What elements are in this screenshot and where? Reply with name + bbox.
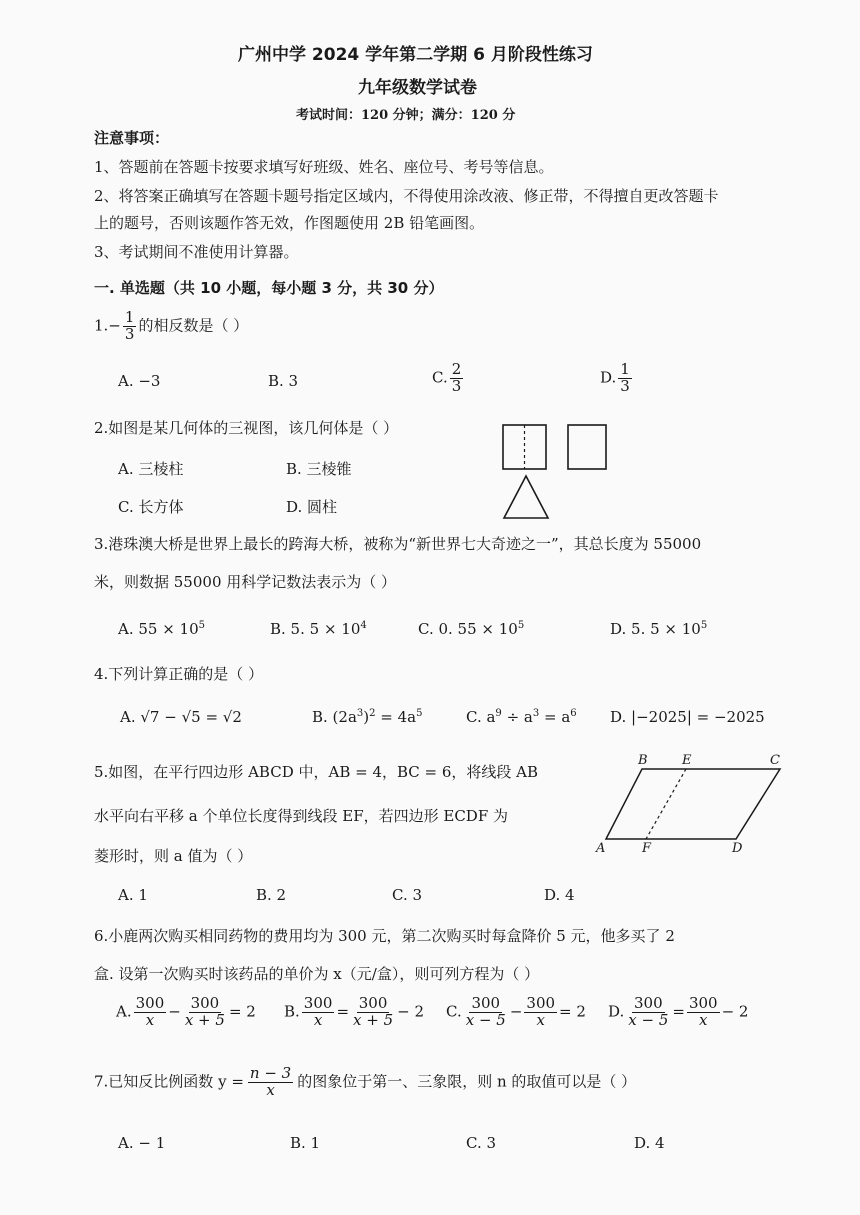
q5-option-b: B. 2 <box>256 886 287 904</box>
q6-option-d: D. $\frac{300}{x - 5}$ = $\frac{300}{x}$ − 2 <box>608 994 749 1029</box>
question-6-line2: 盒. 设第一次购买时该药品的单价为 x（元/盒），则可列方程为（ ） <box>94 965 540 983</box>
q1-option-b: B. 3 <box>268 372 299 390</box>
note-item: 上的题号，否则该题作答无效，作图题使用 2B 铅笔画图。 <box>94 214 485 232</box>
exam-info: 考试时间：120 分钟；满分：120 分 <box>296 108 516 123</box>
q6-option-b: B. $\frac{300}{x}$ = $\frac{300}{x + 5}$ − 2 <box>284 994 425 1029</box>
question-3-line1: 3.港珠澳大桥是世界上最长的跨海大桥，被称为“新世界七大奇迹之一”，其总长度为 55000 <box>94 535 702 553</box>
q7-option-c: C. 3 <box>466 1134 497 1152</box>
question-2-stem: 2.如图是某几何体的三视图，该几何体是（ ） <box>94 419 399 437</box>
question-5-line3: 菱形时，则 a 值为（ ） <box>94 847 253 865</box>
q3-option-d: D. 5. $5 \times 10^5$ <box>610 620 708 638</box>
label-c: C <box>770 753 780 768</box>
note-item: 1、答题前在答题卡按要求填写好班级、姓名、座位号、考号等信息。 <box>94 158 554 176</box>
q1-option-c: C. $\frac{2}{3}$ <box>432 360 462 395</box>
label-d: D <box>732 841 743 856</box>
question-7-stem: 7.已知反比例函数 y = $\frac{n - 3}{x}$ 的图象位于第一、三象限，则 n 的取值可以是（ ） <box>94 1064 637 1099</box>
q1-fraction: $\frac{1}{3}$ <box>124 308 135 343</box>
q2-option-a: A. 三棱柱 <box>118 460 184 478</box>
question-5-line2: 水平向右平移 a 个单位长度得到线段 EF，若四边形 ECDF 为 <box>94 807 509 825</box>
q3-option-b: B. 5. $5 \times 10^4$ <box>270 620 367 638</box>
q7-option-d: D. 4 <box>634 1134 665 1152</box>
q1-stem-text: 的相反数是（ ） <box>138 316 249 335</box>
q6-option-a: A. $\frac{300}{x}$ − $\frac{300}{x + 5}$ = 2 <box>116 994 256 1029</box>
question-5-line1: 5.如图，在平行四边形 ABCD 中，AB = 4，BC = 6，将线段 AB <box>94 763 539 781</box>
question-6-line1: 6.小鹿两次购买相同药物的费用均为 300 元，第二次购买时每盒降价 5 元，他多买了 2 <box>94 927 675 945</box>
exam-subtitle: 九年级数学试卷 <box>358 78 477 98</box>
q2-option-b: B. 三棱锥 <box>286 460 352 478</box>
parallelogram-abcd <box>606 769 780 839</box>
label-a: A <box>596 841 606 856</box>
q6-option-c: C. $\frac{300}{x - 5}$ − $\frac{300}{x}$ = 2 <box>446 994 586 1029</box>
side-view <box>568 425 606 469</box>
q7-option-b: B. 1 <box>290 1134 321 1152</box>
note-item: 2、将答案正确填写在答题卡题号指定区域内，不得使用涂改液、修正带，不得擅自更改答题卡 <box>94 187 719 205</box>
q1-option-a: A. −3 <box>118 372 161 390</box>
q1-option-d: D. $\frac{1}{3}$ <box>600 360 630 395</box>
top-view <box>504 476 548 518</box>
note-item: 3、考试期间不准使用计算器。 <box>94 243 299 261</box>
q3-option-a: A. $55 \times 10^5$ <box>118 620 206 638</box>
label-b: B <box>638 753 648 768</box>
q7-option-a: A. − 1 <box>118 1134 166 1152</box>
label-f: F <box>642 841 652 856</box>
notes-heading: 注意事项： <box>94 129 170 147</box>
q5-option-a: A. 1 <box>118 886 148 904</box>
exam-title: 广州中学 2024 学年第二学期 6 月阶段性练习 <box>238 45 593 65</box>
question-1-stem <box>94 310 248 343</box>
q5-option-d: D. 4 <box>544 886 575 904</box>
q1-prefix: 1.− <box>94 316 121 335</box>
parallelogram-figure <box>590 752 790 856</box>
q5-option-c: C. 3 <box>392 886 423 904</box>
label-e: E <box>682 753 692 768</box>
q4-option-d: D. |−2025| = −2025 <box>610 708 765 726</box>
section-heading: 一. 单选题（共 10 小题，每小题 3 分，共 30 分） <box>94 279 444 297</box>
question-3-line2: 米，则数据 55000 用科学记数法表示为（ ） <box>94 573 397 591</box>
question-4-stem: 4.下列计算正确的是（ ） <box>94 665 264 683</box>
q4-option-b: B. $(2a^3)^2 = 4a^5$ <box>312 708 423 726</box>
q2-option-c: C. 长方体 <box>118 498 184 516</box>
q4-option-c: C. $a^9 \div a^3 = a^6$ <box>466 708 577 726</box>
q2-option-d: D. 圆柱 <box>286 498 338 516</box>
q4-option-a: A. √7 − √5 = √2 <box>120 708 242 726</box>
segment-ef <box>646 769 686 839</box>
q3-option-c: C. 0. $55 \times 10^5$ <box>418 620 525 638</box>
three-view-figure <box>500 420 620 520</box>
